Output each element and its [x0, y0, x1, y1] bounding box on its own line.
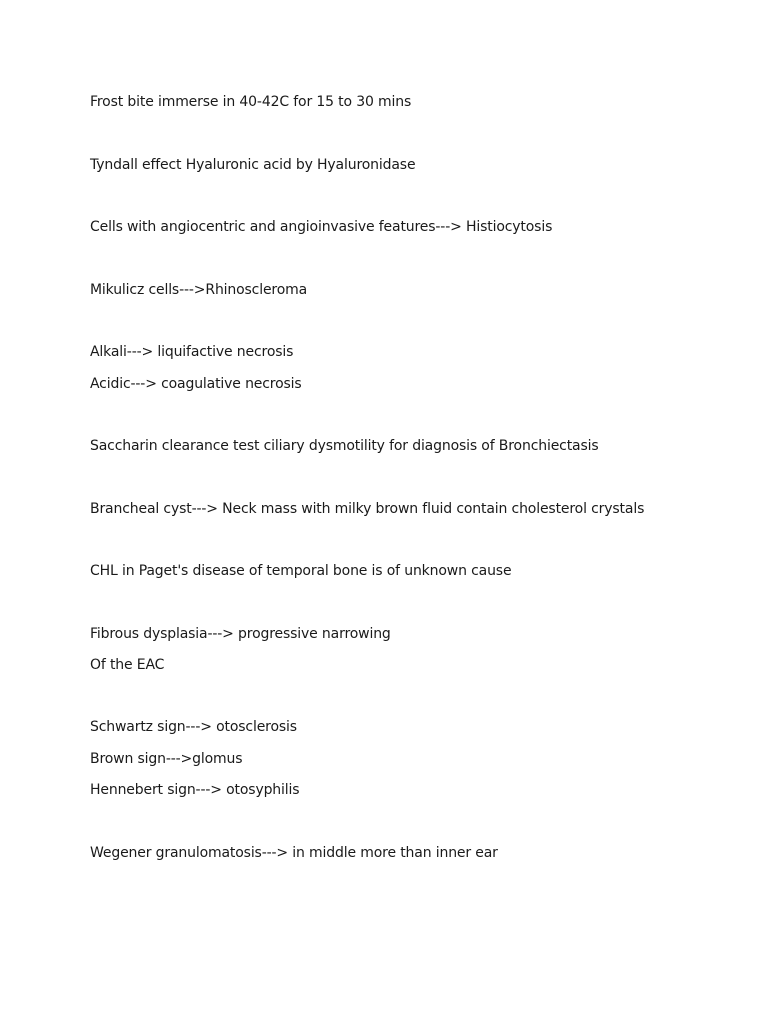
note-line: Mikulicz cells--->Rhinoscleroma — [90, 282, 308, 298]
note-line: Cells with angiocentric and angioinvasive features---> Histiocytosis — [90, 219, 553, 235]
note-line: Schwartz sign---> otosclerosis — [90, 719, 297, 735]
note-line: CHL in Paget's disease of temporal bone is of unknown cause — [90, 563, 512, 579]
note-line: Hennebert sign---> otosyphilis — [90, 782, 300, 798]
note-line: Fibrous dysplasia---> progressive narrowing — [90, 626, 391, 642]
note-line: Brancheal cyst---> Neck mass with milky brown fluid contain cholesterol crystals — [90, 501, 645, 517]
note-line: Wegener granulomatosis---> in middle more than inner ear — [90, 845, 498, 861]
note-line: Of the EAC — [90, 657, 165, 673]
note-line: Acidic---> coagulative necrosis — [90, 376, 302, 392]
note-line: Frost bite immerse in 40-42C for 15 to 30 mins — [90, 94, 412, 110]
note-line: Alkali---> liquifactive necrosis — [90, 344, 294, 360]
note-line: Saccharin clearance test ciliary dysmotility for diagnosis of Bronchiectasis — [90, 438, 599, 454]
note-line: Tyndall effect Hyaluronic acid by Hyaluronidase — [90, 157, 416, 173]
note-line: Brown sign--->glomus — [90, 751, 243, 767]
